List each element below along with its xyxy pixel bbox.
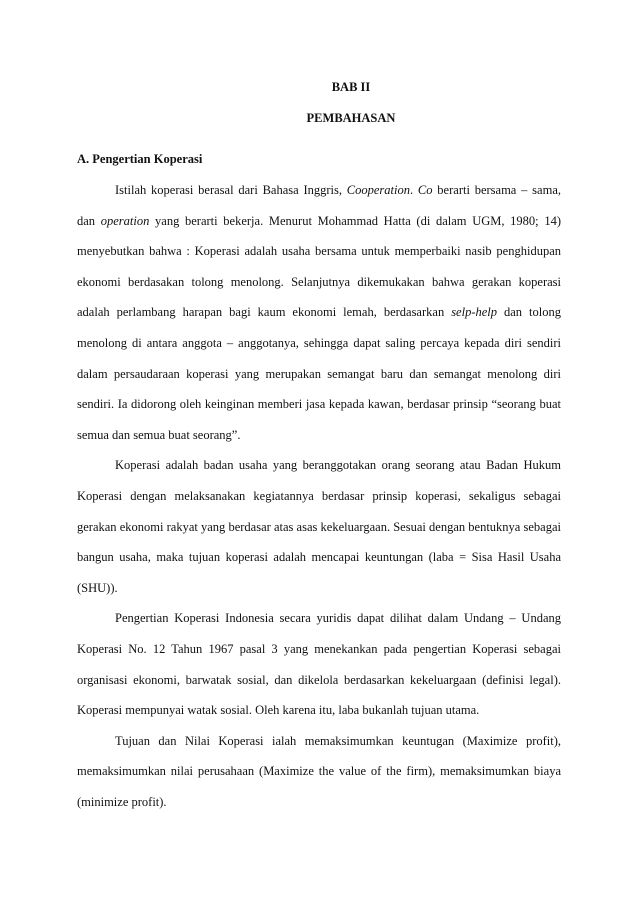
text-run: Istilah koperasi berasal dari Bahasa Inggris, <box>115 183 347 197</box>
paragraph-3: Pengertian Koperasi Indonesia secara yuridis dapat dilihat dalam Undang – Undang Koperasi No. 12 Tahun 1967 pasal 3 yang menekankan pada pengertian Koperasi sebagai organisasi ekonomi, barwatak sosial, dan dikelola berdasarkan kekeluargaan (definisi legal). Koperasi mempunyai watak sosial. Oleh karena itu, laba bukanlah tujuan utama. <box>77 611 561 718</box>
chapter-title: PEMBAHASAN <box>306 111 396 125</box>
chapter-number: BAB II <box>331 80 371 94</box>
paragraph-4: Tujuan dan Nilai Koperasi ialah memaksimumkan keuntugan (Maximize profit), memaksimumkan nilai perusahaan (Maximize the value of the firm), memaksimumkan biaya (minimize profit). <box>77 733 561 809</box>
italic-term: selp-help <box>451 305 498 320</box>
section-heading: A. Pengertian Koperasi <box>77 152 203 166</box>
body-text <box>77 175 561 817</box>
text-run: dan tolong menolong di antara anggota – anggotanya, sehingga dapat saling percaya kepada diri sendiri dalam persaudaraan koperasi yang merupakan semangat baru dan semangat menolong diri sendiri. Ia didorong oleh keinginan memberi jasa kepada kawan, berdasar prinsip “seorang buat semua dan semua buat seorang”. <box>77 305 561 442</box>
text-run: yang berarti bekerja. Menurut Mohammad Hatta (di dalam UGM, 1980; 14) menyebutkan bahwa : Koperasi adalah usaha bersama untuk memperbaiki nasib penghidupan ekonomi berdasakan tolong menolong. Selanjutnya dikemukakan bahwa gerakan koperasi adalah perlambang harapan bagi kaum ekonomi lemah, berdasarkan <box>77 213 561 320</box>
text-run: berarti bersama – sama, dan <box>77 183 561 228</box>
paragraph-1 <box>77 175 561 450</box>
italic-term: Co <box>417 183 433 197</box>
italic-term: Cooperation <box>346 183 410 197</box>
paragraph-2: Koperasi adalah badan usaha yang beranggotakan orang seorang atau Badan Hukum Koperasi dengan melaksanakan kegiatannya berdasar prinsip koperasi, sekaligus sebagai gerakan ekonomi rakyat yang berdasar atas asas kekeluargaan. Sesuai dengan bentuknya sebagai bangun usaha, maka tujuan koperasi adalah mencapai keuntungan (laba = Sisa Hasil Usaha (SHU)). <box>77 458 561 595</box>
italic-term: operation <box>100 213 150 228</box>
text-run: . <box>410 183 418 197</box>
